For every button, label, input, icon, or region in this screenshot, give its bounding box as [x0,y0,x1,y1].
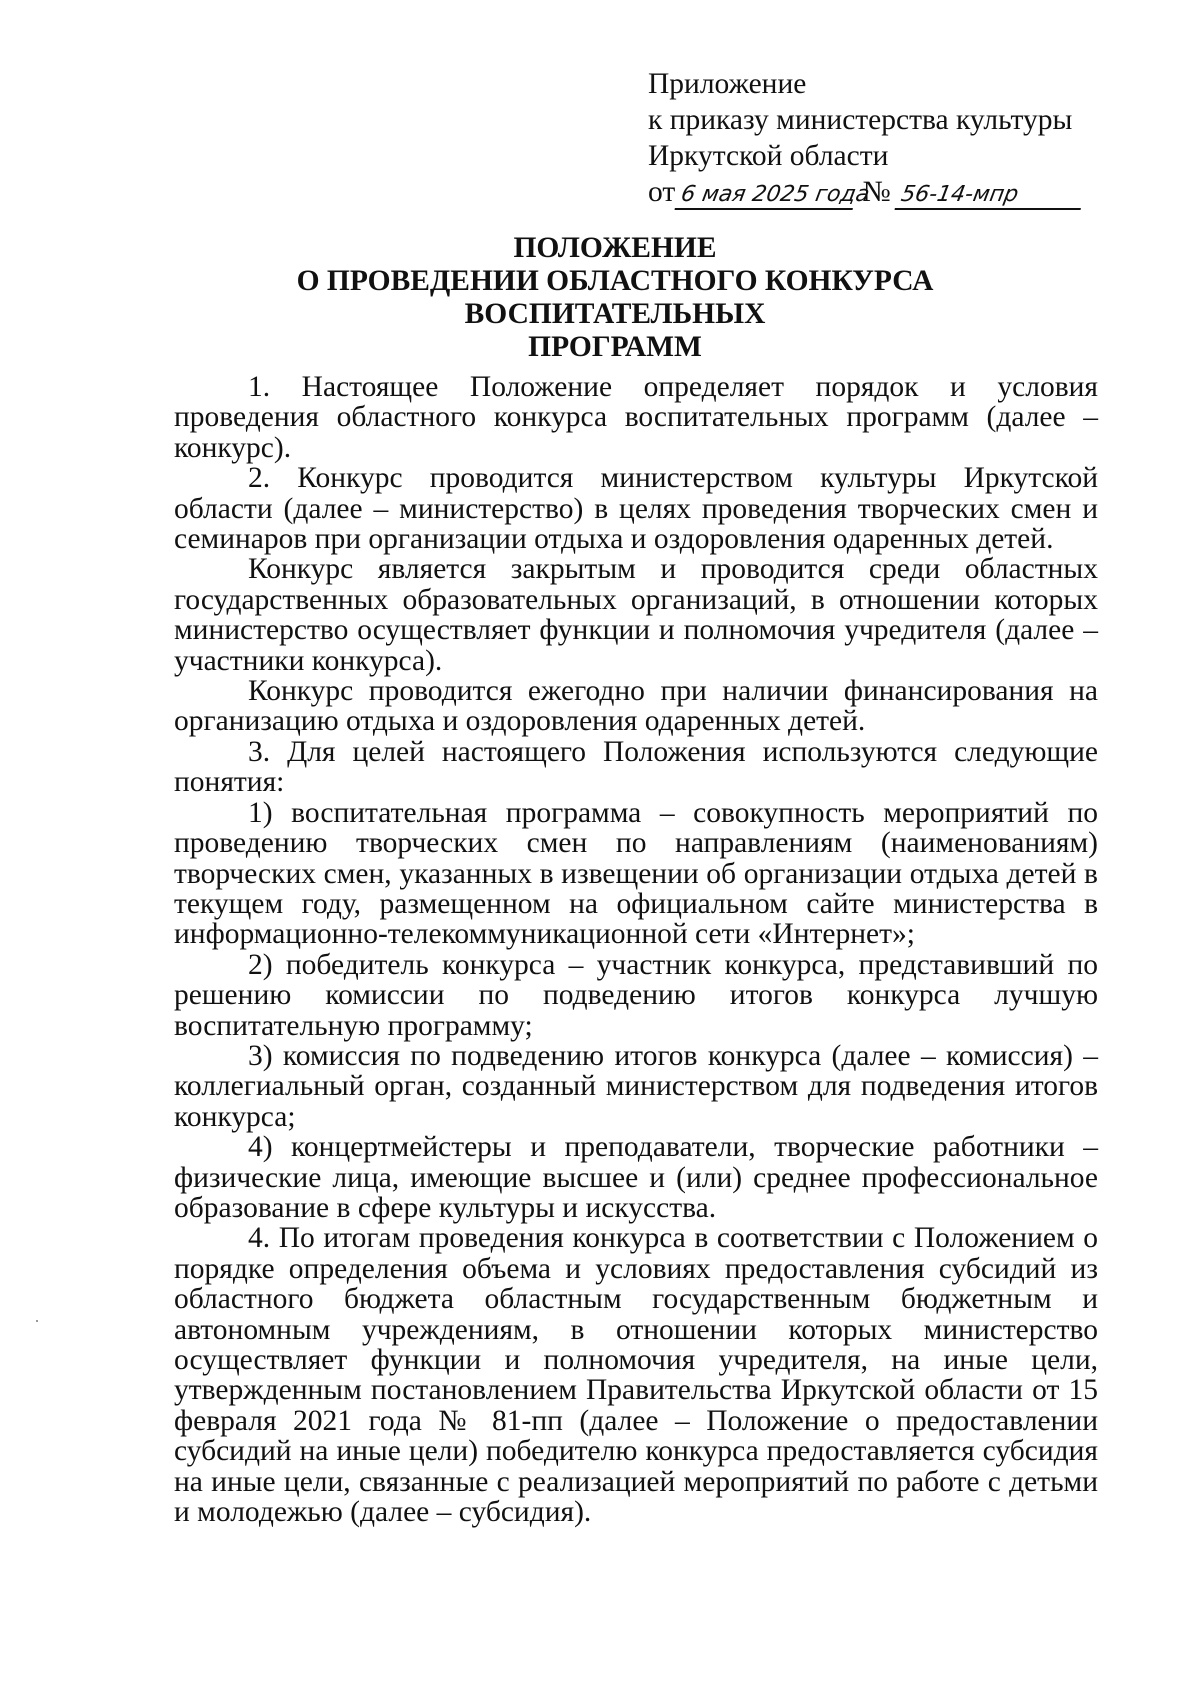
appendix-order-line [648,174,1083,210]
paragraph: 1. Настоящее Положение определяет порядок и условия проведения областного конкурса воспитательных программ (далее – конкурс). [174,371,1098,464]
paragraph: Конкурс является закрытым и проводится среди областных государственных образовательных организаций, в отношении которых министерство осуществляет функции и полномочия учредителя (далее – участники конкурса). [174,553,1098,677]
handwritten-date: 6 мая 2025 года [675,182,858,210]
paragraph: 4) концертмейстеры и преподаватели, творческие работники – физические лица, имеющие высшее и (или) среднее профессиональное образование в сфере культуры и искусства. [174,1131,1098,1224]
title-line-1: ПОЛОЖЕНИЕ [513,232,717,264]
title-line-3: ПРОГРАММ [528,331,702,363]
appendix-line-2: к приказу министерства культуры [648,104,1073,136]
handwritten-number: 56-14-мпр [894,182,1085,210]
paragraph: 2. Конкурс проводится министерством культуры Иркутской области (далее – министерство) в целях проведения творческих смен и семинаров при организации отдыха и оздоровления одаренных детей. [174,462,1098,556]
paragraph: 1) воспитательная программа – совокупность мероприятий по проведению творческих смен по направлениям (наименованиям) творческих смен, указанных в извещении об организации отдыха детей в текущем году, размещенном на официальном сайте министерства в информационно-телекоммуникационной сети «Интернет»; [174,796,1098,951]
paragraph: Конкурс проводится ежегодно при наличии финансирования на организацию отдыха и оздоровления одаренных детей. [174,675,1098,738]
paragraph: 2) победитель конкурса – участник конкурса, представивший по решению комиссии по подведению итогов конкурса лучшую воспитательную программу; [174,948,1098,1042]
paragraph: 3. Для целей настоящего Положения используются следующие понятия: [174,735,1098,799]
paragraph: 4. По итогам проведения конкурса в соответствии с Положением о порядке определения объема и условиях предоставления субсидий из областного бюджета областным государственным бюджетным и автономным учреждениям, в отношении которых министерство осуществляет функции и полномочия учредителя, на иные цели, утвержденным постановлением Правительства Иркутской области от 15 февраля 2021 года № 81-пп (далее – Положение о предоставлении субсидий на иные цели) победителю конкурса предоставляется субсидия на иные цели, связанные с реализацией мероприятий по работе с детьми и молодежью (далее – субсидия). [174,1222,1098,1529]
appendix-line-3: Иркутской области [648,140,889,172]
document-title [150,232,1080,364]
paragraph: 3) комиссия по подведению итогов конкурса (далее – комиссия) – коллегиальный орган, созданный министерством для подведения итогов конкурса; [174,1039,1098,1133]
document-body [174,372,1098,1527]
title-line-2: О ПРОВЕДЕНИИ ОБЛАСТНОГО КОНКУРСА ВОСПИТАТЕЛЬНЫХ [296,265,934,330]
appendix-block [648,66,1083,210]
number-sign: № [862,176,891,208]
date-prefix: от [648,176,676,208]
scan-artifact [36,1320,38,1322]
appendix-line-1: Приложение [648,68,807,100]
